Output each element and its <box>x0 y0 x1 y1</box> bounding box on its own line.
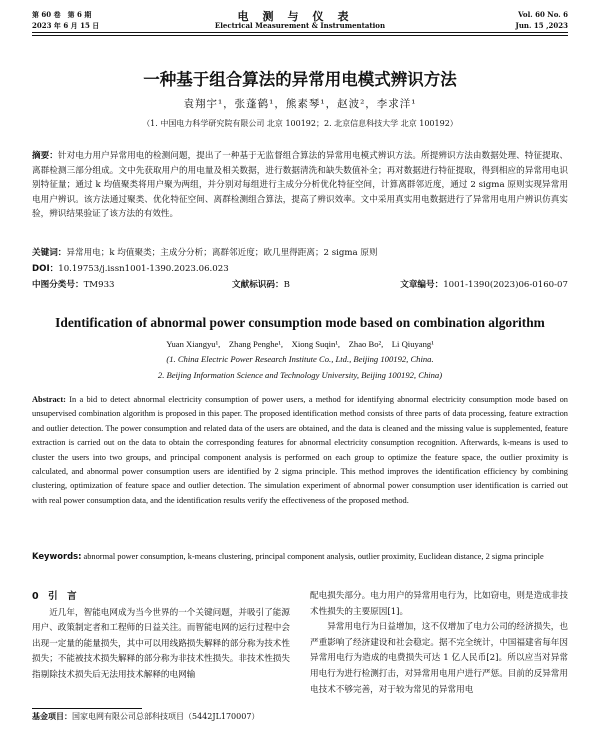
section-heading-introduction <box>32 589 290 605</box>
authors-en: Yuan Xiangyu¹, Zhang Penghe¹, Xiong Suqin¹, Zhao Bo², Li Qiuyang¹ <box>166 339 434 349</box>
affiliation-en-1: (1. China Electric Power Research Institute Co., Ltd., Beijing 100192, China. <box>166 354 434 364</box>
funding-footnote <box>32 711 259 722</box>
clc-label: 中图分类号： <box>32 280 84 290</box>
footnote-rule <box>32 708 142 709</box>
paper-title-en: Identification of abnormal power consumption mode based on combination algorithm <box>55 315 545 330</box>
header-rule-thick <box>32 32 568 33</box>
doi-value[interactable]: 10.19753/j.issn1001-1390.2023.06.023 <box>58 264 229 274</box>
body-column-right <box>310 589 568 698</box>
running-header <box>32 9 568 39</box>
journal-name-en: Electrical Measurement & Instrumentation <box>214 21 386 30</box>
article-number <box>400 278 568 290</box>
abstract-en-text: In a bid to detect abnormal electricity consumption of power users, a method for identifying abnormal electricity consumption mode based on unsupervised combination algorithm is proposed in this paper. The proposed identification method consists of three parts of data processing, feature extraction and outlier detection. The power consumption and related data of the users are obtained, and the data is cleaned and the missing value is supplemented, feature extraction is carried out on the data to obtain the corresponding features for abnormal electricity consumption recognition. Afterwards, k-means is used to cluster the users into two groups, and principal component analysis is performed on each group to optimize the feature space, the outlier proximity is calculated, and abnormal power consumption users are identified by 2 sigma principle. This method improves the identification efficiency by combining clustering, optimization of feature space and outlier detection. The simulation experiment of abnormal power consumption user identification is carried out with real power consumption data, and the identification results verify the effectiveness of the proposed method. <box>32 395 568 505</box>
clc-value: TM933 <box>83 280 115 290</box>
abstract-cn-label: 摘要： <box>32 151 58 161</box>
intro-paragraph-2: 异常用电行为日益增加，这不仅增加了电力公司的经济损失，也严重影响了经济建设和社会稳定。据不完全统计，中国福建省每年因异常用电行为造成的电费损失可达 1 亿人民币[2]。所以应当对异常用电行为进行检测打击，对异常用电用户进行严惩。目前的反异常用电技术不够完善，对于较为常见的异常用电 <box>310 622 568 695</box>
header-rule-thin <box>32 35 568 36</box>
abstract-cn-text: 针对电力用户异常用电的检测问题，提出了一种基于无监督组合算法的异常用电模式辨识方法。所提辨识方法由数据处理、特征提取、离群检测三部分组成。文中先获取用户的用电量及相关数据，进行数据清洗和缺失数值补全；再对数据进行特征提取，得到相应的异常用电识别特征量；通过 k 均值聚类将用户聚为两组，并分别对每组进行主成分分析优化特征空间，计算离群邻近度，通过 2 sigma 原则实现异常用电用户辨识。该方法通过聚类、优化特征空间、离群检测组合算法，提高了辨识效率。文中采用真实用电数据进行了异常用电用户辨识仿真实验，辨识结果验证了该方法的有效性。 <box>32 151 568 220</box>
funding-text: 国家电网有限公司总部科技项目（5442JL170007） <box>72 712 260 721</box>
article-no-value: 1001-1390(2023)06-0160-07 <box>443 280 568 290</box>
clc-number <box>32 278 115 290</box>
keywords-cn <box>32 246 568 258</box>
article-no-label: 文章编号： <box>400 280 444 290</box>
body-column-left <box>32 589 290 684</box>
keywords-en-text: abnormal power consumption, k-means clustering, principal component analysis, outlier proximity, Euclidean distance, 2 sigma principle <box>83 552 544 561</box>
affiliation-en-2: 2. Beijing Information Science and Technology University, Beijing 100192, China) <box>157 370 443 380</box>
abstract-en-label: Abstract: <box>32 395 66 404</box>
authors-cn: 袁翔宇¹，张蓬鹤¹，熊素琴¹，赵波²，李求洋¹ <box>183 98 417 110</box>
abstract-en <box>32 393 568 508</box>
section-number: 0 <box>32 591 39 602</box>
paper-title-cn: 一种基于组合算法的异常用电模式辨识方法 <box>143 70 457 89</box>
journal-name-cn: 电测与仪表 <box>237 10 363 23</box>
doc-code-label: 文献标识码： <box>232 280 284 290</box>
affiliation-cn: （1. 中国电力科学研究院有限公司 北京 100192；2. 北京信息科技大学 北京 100192） <box>142 119 458 128</box>
funding-label: 基金项目： <box>32 712 72 721</box>
doc-code <box>232 278 290 290</box>
doc-code-value: B <box>283 280 290 290</box>
keywords-en-label: Keywords: <box>32 551 82 561</box>
date-en: Jun. 15 ,2023 <box>515 21 568 30</box>
keywords-en <box>32 549 568 564</box>
doi-line <box>32 262 229 274</box>
classification-row <box>32 278 568 292</box>
date-cn: 2023 年 6 月 15 日 <box>32 21 100 30</box>
volume-issue-cn: 第 60 卷 第 6 期 <box>32 10 92 19</box>
intro-paragraph-1: 近几年，智能电网成为当今世界的一个关键问题，并吸引了能源用户、政策制定者和工程师的日益关注。而智能电网的运行过程中会出现一定量的能量损失，其中可以用线路损失解释的部分称为技术性损失；不能被技术损失解释的部分称为非技术性损失。非技术性损失指剔除技术损失后无法用技术解释的电网输 <box>32 607 290 680</box>
volume-issue-en: Vol. 60 No. 6 <box>518 10 568 19</box>
keywords-cn-label: 关键词： <box>32 248 67 258</box>
intro-paragraph-1-continued: 配电损失部分。电力用户的异常用电行为，比如窃电，则是造成非技术性损失的主要原因[1]。 <box>310 591 568 617</box>
doi-label: DOI： <box>32 264 59 274</box>
keywords-cn-text: 异常用电；k 均值聚类；主成分分析；离群邻近度；欧几里得距离；2 sigma 原则 <box>66 248 378 258</box>
section-title: 引 言 <box>48 591 77 602</box>
